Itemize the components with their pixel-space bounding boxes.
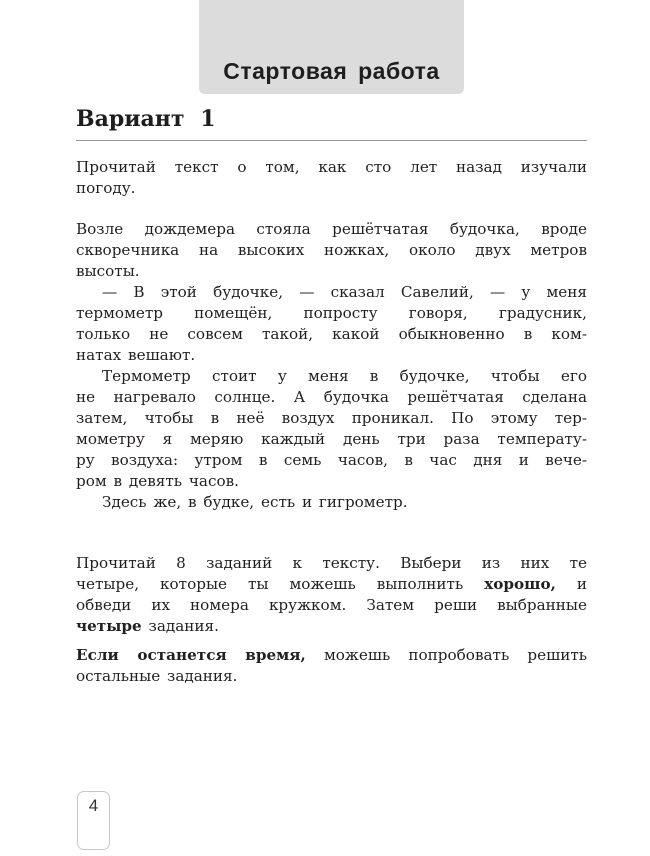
section-header-box (199, 0, 464, 94)
story-paragraph-2 (76, 282, 587, 366)
text-line: скворечника на высоких ножках, около двух метров (76, 241, 587, 259)
text-line: мометру я меряю каждый день три раза температу- (76, 430, 587, 448)
intro-text (76, 157, 587, 199)
story-paragraph-4 (76, 492, 587, 513)
emphasis-text: хорошо, (484, 575, 556, 593)
instructions-text (76, 553, 587, 637)
story-paragraph-1 (76, 219, 587, 282)
text-line: высоты. (76, 262, 140, 280)
text-line: натах вешают. (76, 346, 196, 364)
text-line: погоду. (76, 179, 136, 197)
text-line (76, 645, 587, 666)
extra-paragraph (76, 645, 587, 687)
text-line: остальные задания. (76, 667, 238, 685)
story-text (76, 219, 587, 513)
text-line: Прочитай 8 заданий к тексту. Выбери из них те (76, 554, 587, 572)
text-segment: можешь попробовать решить (305, 646, 587, 664)
emphasis-text: Если останется время, (76, 646, 306, 664)
divider-line (76, 140, 587, 141)
emphasis-text: четыре (76, 617, 142, 635)
variant-title: Вариант 1 (76, 106, 216, 132)
text-line: затем, чтобы в неё воздух проникал. По этому тер- (76, 409, 587, 427)
text-line: термометр помещён, попросту говоря, градусник, (76, 304, 587, 322)
text-segment: и (555, 575, 588, 593)
text-line: ром в девять часов. (76, 472, 239, 490)
instructions-paragraph (76, 553, 587, 637)
text-line: — В этой будочке, — сказал Савелий, — у меня (102, 283, 587, 301)
page-number-box (77, 791, 110, 850)
story-paragraph-3 (76, 366, 587, 492)
text-segment: четыре, которые ты можешь выполнить (76, 575, 485, 593)
text-segment: задания. (141, 617, 219, 635)
page-number: 4 (88, 796, 99, 815)
intro-paragraph (76, 157, 587, 199)
text-line (76, 616, 587, 637)
text-line: не нагревало солнце. А будочка решётчатая сделана (76, 388, 587, 406)
text-line: обведи их номера кружком. Затем реши выбранные (76, 596, 587, 614)
section-title: Стартовая работа (223, 58, 440, 84)
text-line: Прочитай текст о том, как сто лет назад изучали (76, 158, 587, 176)
text-line: Возле дождемера стояла решётчатая будочка, вроде (76, 220, 587, 238)
extra-time-text (76, 645, 587, 687)
text-line: ру воздуха: утром в семь часов, в час дня и вече- (76, 451, 587, 469)
text-line: Здесь же, в будке, есть и гигрометр. (102, 493, 408, 511)
text-line (76, 574, 587, 595)
text-line: Термометр стоит у меня в будочке, чтобы его (102, 367, 587, 385)
text-line: только не совсем такой, какой обыкновенно в ком- (76, 325, 587, 343)
